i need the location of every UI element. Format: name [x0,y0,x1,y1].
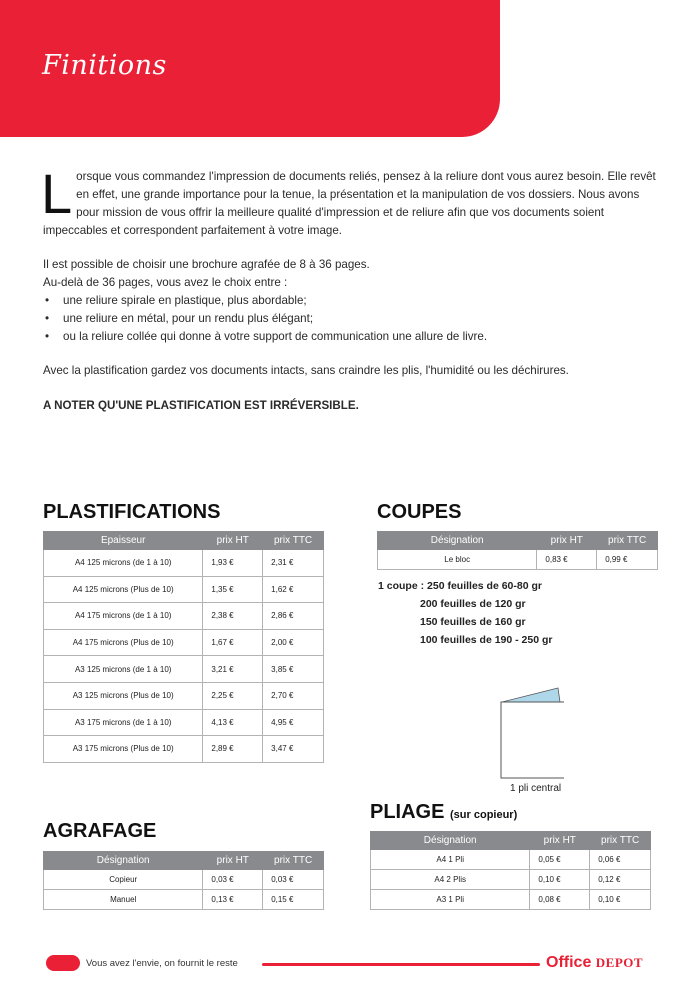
agrafage-title: AGRAFAGE [43,820,157,842]
fold-caption: 1 pli central [510,783,562,794]
table-row: A4 2 Plis 0,10 € 0,12 € [371,870,651,890]
table-header: Epaisseur prix HT prix TTC [44,532,324,550]
header-banner [0,0,500,137]
pliage-table [370,831,651,910]
list-item: • ou la reliure collée qui donne à votre support de communication une allure de livre. [43,328,663,346]
office-depot-logo: Office DEPOT [546,954,644,971]
fold-illustration [500,686,564,780]
table-row: A3 125 microns (de 1 à 10) 3,21 € 3,85 € [44,656,324,683]
dropcap: L [41,162,73,225]
list-item: • une reliure spirale en plastique, plus abordable; [43,292,663,310]
intro-text [41,162,663,415]
table-row: Manuel 0,13 € 0,15 € [44,890,324,910]
table-row: A3 125 microns (Plus de 10) 2,25 € 2,70 € [44,682,324,709]
table-row: A4 125 microns (de 1 à 10) 1,93 € 2,31 € [44,550,324,577]
intro-paragraph: Lorsque vous commandez l'impression de documents reliés, pensez à la reliure dont vous aurez besoin. Elle revêt en effet, une grande importance pour la tenue, la présentation et la manipulation de vos dossiers. Nous avons pour mission de vous offrir la meilleure qualité d'impression et de reliure afin que vos documents soient impeccables et correspondent parfaitement à votre image. [41,162,656,237]
table-header: Désignation prix HT prix TTC [44,852,324,870]
plastifications-table [43,531,324,763]
coupes-info: 1 coupe : 250 feuilles de 60-80 gr 200 feuilles de 120 gr 150 feuilles de 160 gr 100 feuilles de 190 - 250 gr [378,580,553,646]
coupes-table [377,531,658,570]
fold-flap [502,688,560,702]
table-row: A4 175 microns (Plus de 10) 1,67 € 2,00 € [44,629,324,656]
table-header: Désignation prix HT prix TTC [371,832,651,850]
pliage-subtitle: (sur copieur) [450,809,518,821]
pliage-title: PLIAGE (sur copieur) [370,801,518,823]
table-row: A4 125 microns (Plus de 10) 1,35 € 1,62 € [44,576,324,603]
footer-pill [46,955,80,971]
table-header: Désignation prix HT prix TTC [378,532,658,550]
table-row: A3 1 Pli 0,08 € 0,10 € [371,890,651,910]
binding-options: Il est possible de choisir une brochure agrafée de 8 à 36 pages. Au-delà de 36 pages, vous avez le choix entre : • une reliure spirale en plastique, plus abordable; • une reliure en métal, pour un rendu plus élégant; • ou la reliure collée qui donne à votre support de communication une allure de livre. [43,256,663,346]
warning-note: A NOTER QU'UNE PLASTIFICATION EST IRRÉVERSIBLE. [43,399,359,412]
footer-tagline: Vous avez l'envie, on fournit le reste [86,958,238,969]
coupes-title: COUPES [377,501,462,523]
table-row: A3 175 microns (Plus de 10) 2,89 € 3,47 € [44,736,324,763]
footer-divider [262,963,540,966]
table-row: A3 175 microns (de 1 à 10) 4,13 € 4,95 € [44,709,324,736]
plastification-text: Avec la plastification gardez vos documents intacts, sans craindre les plis, l'humidité ou les déchirures. [43,364,569,377]
table-row: Le bloc 0,83 € 0,99 € [378,550,658,570]
page-title: Finitions [42,50,167,81]
table-row: Copieur 0,03 € 0,03 € [44,870,324,890]
agrafage-table [43,851,324,910]
binding-list [43,292,663,346]
table-row: A4 175 microns (de 1 à 10) 2,38 € 2,86 € [44,603,324,630]
plastifications-title: PLASTIFICATIONS [43,501,221,523]
list-item: • une reliure en métal, pour un rendu plus élégant; [43,310,663,328]
table-row: A4 1 Pli 0,05 € 0,06 € [371,850,651,870]
fold-page [501,702,564,778]
